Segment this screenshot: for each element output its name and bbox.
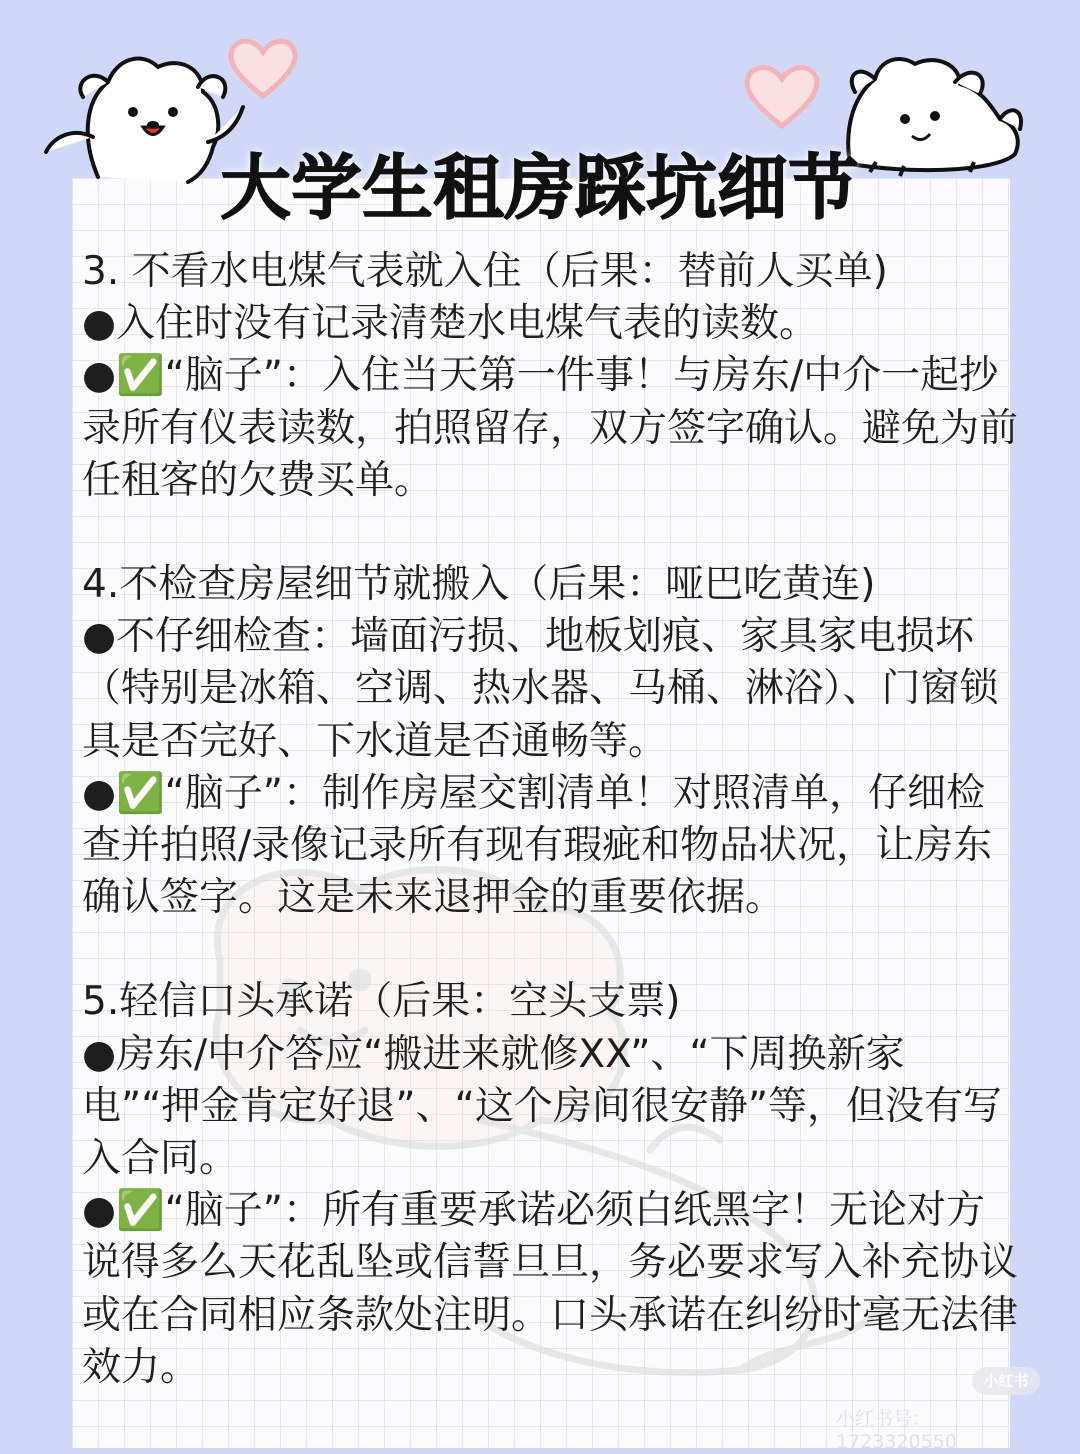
- bullet-point: ●✅“脑子”：所有重要承诺必须白纸黑字！无论对方说得多么天花乱坠或信誓旦旦，务必要求写入补充协议或在合同相应条款处注明。口头承诺在纠纷时毫无法律效力。: [82, 1188, 1019, 1390]
- article-body: [82, 246, 1018, 1394]
- bullet-point: ●✅“脑子”：制作房屋交割清单！对照清单，仔细检查并拍照/录像记录所有现有瑕疵和物品状况，让房东确认签字。这是未来退押金的重要依据。: [82, 770, 993, 921]
- section-3: [82, 246, 1018, 507]
- bullet-point: ●房东/中介答应“搬进来就修XX”、“下周换新家电”“押金肯定好退”、“这个房间很安静”等，但没有写入合同。: [82, 1031, 1003, 1182]
- section-heading: 5.轻信口头承诺（后果：空头支票): [82, 979, 681, 1025]
- heart-left-icon: [224, 34, 302, 102]
- section-heading: 4.不检查房屋细节就搬入（后果：哑巴吃黄连): [82, 562, 876, 608]
- page-title: 大学生租房踩坑细节: [220, 147, 860, 229]
- user-id-watermark: 小红书号：1723320550: [836, 1408, 957, 1453]
- section-4: [82, 559, 1018, 924]
- bullet-point: ●入住时没有记录清楚水电煤气表的读数。: [82, 301, 819, 347]
- bullet-point: ●不仔细检查：墙面污损、地板划痕、家具家电损坏（特别是冰箱、空调、热水器、马桶、淋浴）、门窗锁具是否完好、下水道是否通畅等。: [82, 614, 999, 764]
- xiaohongshu-logo-watermark: 小红书: [972, 1367, 1040, 1395]
- section-heading: 3. 不看水电煤气表就入住（后果：替前人买单): [82, 249, 888, 294]
- heart-right-icon: [740, 60, 824, 132]
- section-5: [82, 976, 1018, 1394]
- bullet-point: ●✅“脑子”：入住当天第一件事！与房东/中介一起抄录所有仪表读数，拍照留存，双方签字确认。避免为前任租客的欠费买单。: [82, 353, 1019, 503]
